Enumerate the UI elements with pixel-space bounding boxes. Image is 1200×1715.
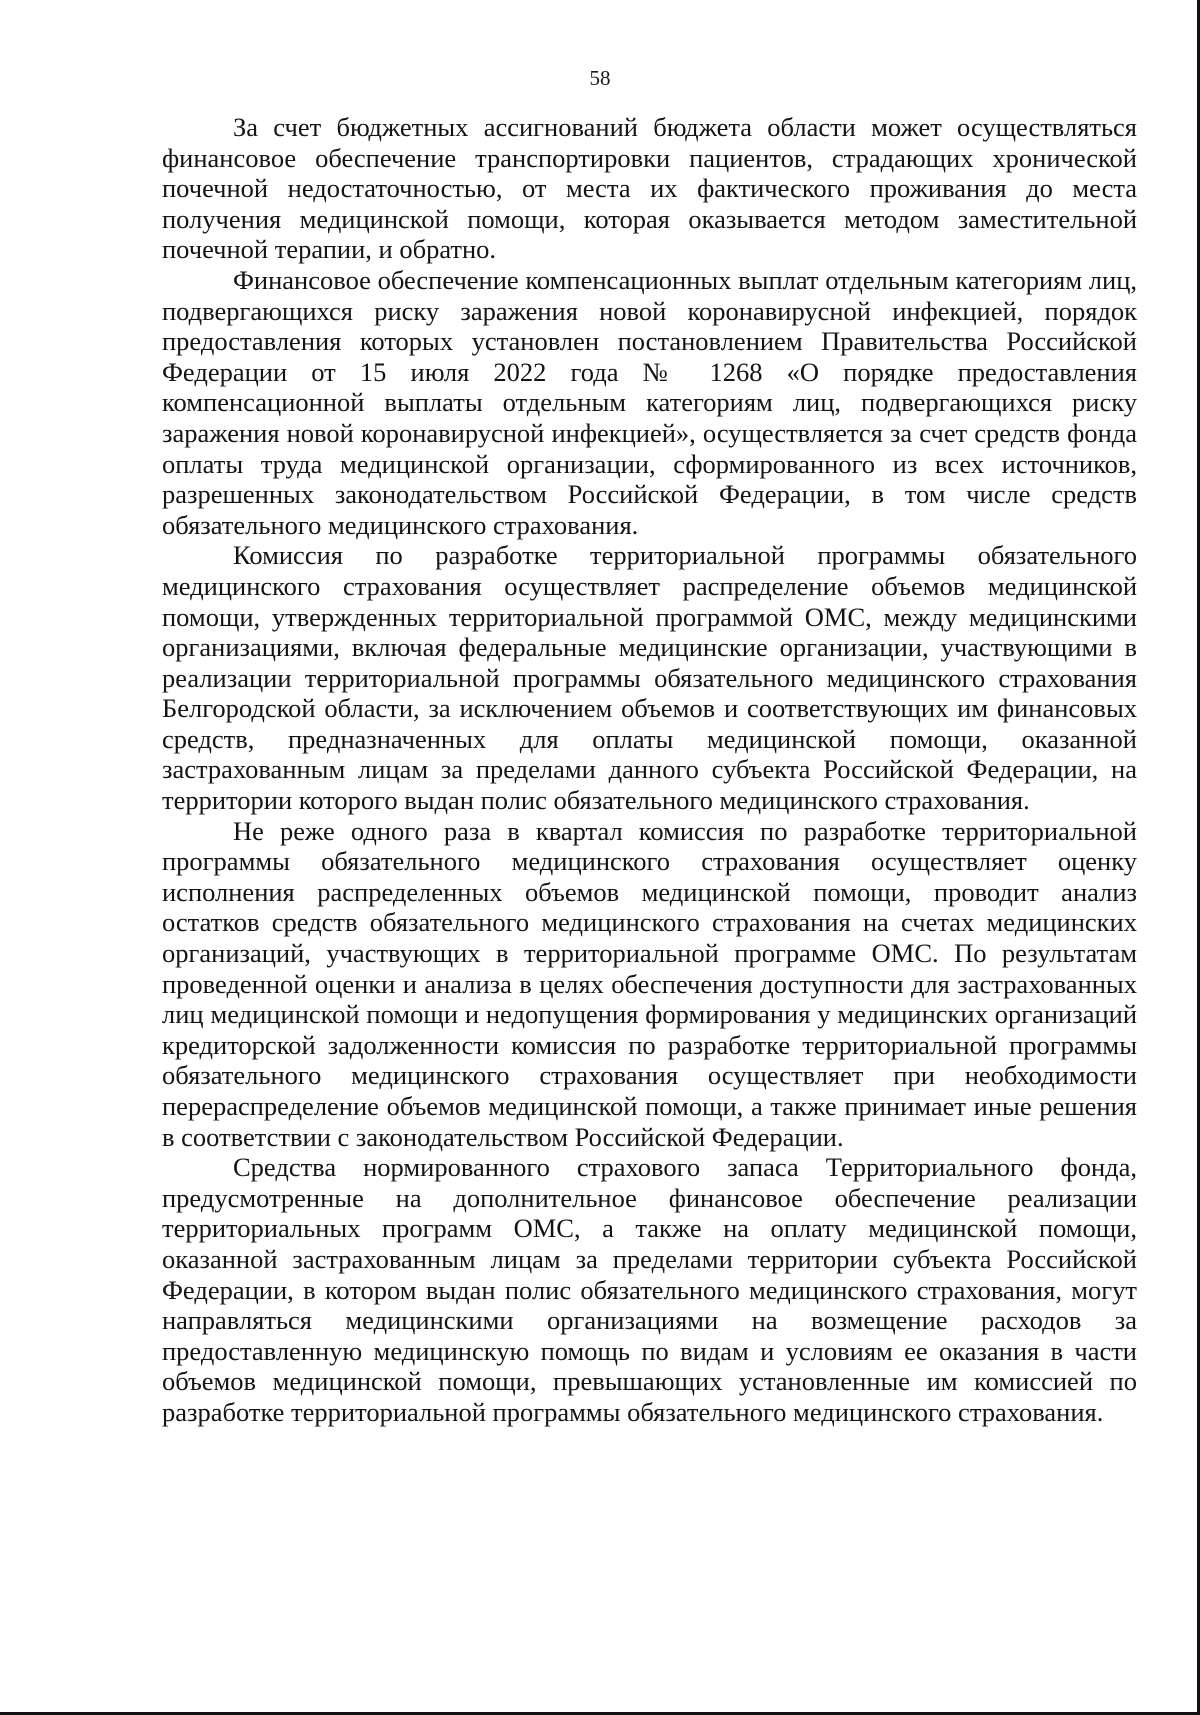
paragraph-covid-compensation: Финансовое обеспечение компенсационных выплат отдельным категориям лиц, подвергающихся риску заражения новой коронавирусной инфекцией, порядок предоставления которых установлен постановлением Правительства Российской Федерации от 15 июля 2022 года № 1268 «О порядке предоставления компенсационной выплаты отдельным категориям лиц, подвергающихся риску заражения новой коронавирусной инфекцией», осуществляется за счет средств фонда оплаты труда медицинской организации, сформированного из всех источников, разрешенных законодательством Российской Федерации, в том числе средств обязательного медицинского страхования. (162, 264, 1137, 540)
paragraph-commission-distribution: Комиссия по разработке территориальной программы обязательного медицинского страхования осуществляет распределение объемов медицинской помощи, утвержденных территориальной программой ОМС, между медицинскими организациями, включая федеральные медицинские организации, участвующими в реализации территориальной программы обязательного медицинского страхования Белгородской области, за исключением объемов и соответствующих им финансовых средств, предназначенных для оплаты медицинской помощи, оказанной застрахованным лицам за пределами данного субъекта Российской Федерации, на территории которого выдан полис обязательного медицинского страхования. (162, 540, 1137, 816)
paragraph-insurance-reserve: Средства нормированного страхового запаса Территориального фонда, предусмотренные на дополнительное финансовое обеспечение реализации территориальных программ ОМС, а также на оплату медицинской помощи, оказанной застрахованным лицам за пределами территории субъекта Российской Федерации, в котором выдан полис обязательного медицинского страхования, могут направляться медицинскими организациями на возмещение расходов за предоставленную медицинскую помощь по видам и условиям ее оказания в части объемов медицинской помощи, превышающих установленные им комиссией по разработке территориальной программы обязательного медицинского страхования. (162, 1152, 1137, 1427)
paragraph-transport-funding: За счет бюджетных ассигнований бюджета области может осуществляться финансовое обеспечение транспортировки пациентов, страдающих хронической почечной недостаточностью, от места их фактического проживания до места получения медицинской помощи, которая оказывается методом заместительной почечной терапии, и обратно. (162, 112, 1137, 265)
paragraph-quarterly-assessment: Не реже одного раза в квартал комиссия по разработке территориальной программы обязательного медицинского страхования осуществляет оценку исполнения распределенных объемов медицинской помощи, проводит анализ остатков средств обязательного медицинского страхования на счетах медицинских организаций, участвующих в территориальной программе ОМС. По результатам проведенной оценки и анализа в целях обеспечения доступности для застрахованных лиц медицинской помощи и недопущения формирования у медицинских организаций кредиторской задолженности комиссия по разработке территориальной программы обязательного медицинского страхования осуществляет при необходимости перераспределение объемов медицинской помощи, а также принимает иные решения в соответствии с законодательством Российской Федерации. (162, 815, 1137, 1152)
page-number: 58 (589, 66, 611, 90)
document-body (162, 112, 1137, 1428)
